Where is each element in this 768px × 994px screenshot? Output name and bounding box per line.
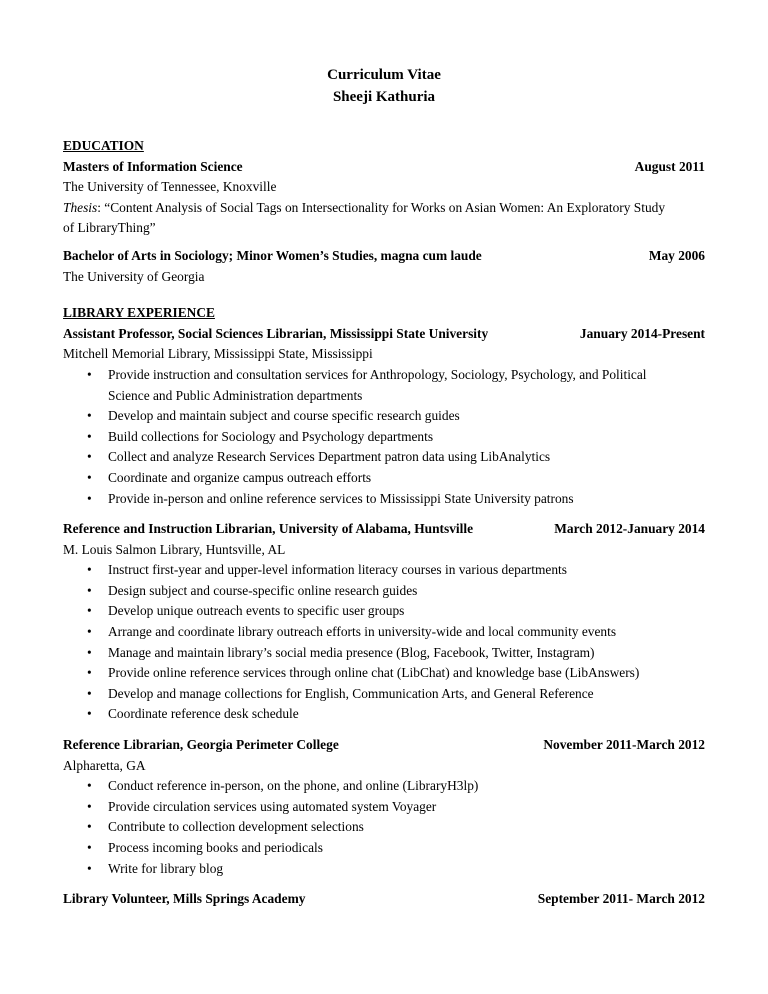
cv-content: [63, 136, 705, 910]
job-date: January 2014-Present: [579, 325, 705, 341]
list-item: • Instruct first-year and upper-level information literacy courses in various departments: [87, 562, 567, 578]
person-name: Sheeji Kathuria: [332, 89, 436, 105]
job-header: [63, 324, 705, 345]
degree-date: May 2006: [648, 247, 705, 263]
job-title: Reference and Instruction Librarian, University of Alabama, Huntsville: [63, 521, 474, 537]
list-item: • Write for library blog: [87, 860, 224, 876]
job-title: Library Volunteer, Mills Springs Academy: [63, 891, 306, 907]
job-header: [63, 735, 705, 756]
degree-title: Masters of Information Science: [63, 158, 243, 174]
job-duties-list: [63, 560, 705, 725]
school-name: The University of Georgia: [63, 268, 205, 284]
job-date: November 2011-March 2012: [543, 737, 705, 753]
list-item: • Arrange and coordinate library outreach efforts in university-wide and local community events: [87, 624, 617, 640]
education-entry-masters: [63, 157, 705, 178]
list-item: • Build collections for Sociology and Psychology departments: [87, 428, 434, 444]
document-title: Curriculum Vitae: [327, 67, 441, 83]
school-name: The University of Tennessee, Knoxville: [63, 179, 277, 195]
degree-title: Bachelor of Arts in Sociology; Minor Women’s Studies, magna cum laude: [63, 247, 482, 263]
list-item: • Provide instruction and consultation services for Anthropology, Sociology, Psychology, and Political Science and Public Administration departments: [87, 366, 647, 403]
education-entry-bachelor: [63, 246, 705, 267]
job-title: Assistant Professor, Social Sciences Librarian, Mississippi State University: [63, 325, 489, 341]
list-item: • Conduct reference in-person, on the phone, and online (LibraryH3lp): [87, 778, 479, 794]
list-item: • Develop and manage collections for English, Communication Arts, and General Reference: [87, 685, 594, 701]
list-item: • Coordinate and organize campus outreach efforts: [87, 469, 372, 485]
list-item: • Contribute to collection development selections: [87, 819, 364, 835]
job-header: [63, 889, 705, 910]
list-item: • Coordinate reference desk schedule: [87, 706, 299, 722]
list-item: • Provide online reference services through online chat (LibChat) and knowledge base (LibAnswers): [87, 665, 640, 681]
job-date: March 2012-January 2014: [554, 521, 705, 537]
job-title: Reference Librarian, Georgia Perimeter College: [63, 737, 339, 753]
list-item: • Provide circulation services using automated system Voyager: [87, 798, 437, 814]
degree-date: August 2011: [634, 158, 705, 174]
list-item: • Design subject and course-specific online research guides: [87, 582, 418, 598]
job-place: Alpharetta, GA: [63, 757, 146, 773]
list-item: • Process incoming books and periodicals: [87, 840, 323, 855]
list-item: • Manage and maintain library’s social media presence (Blog, Facebook, Twitter, Instagram): [87, 644, 595, 660]
thesis-line: [63, 198, 705, 219]
experience-heading: LIBRARY EXPERIENCE: [63, 305, 215, 321]
job-duties-list: [63, 776, 705, 879]
list-item: • Develop and maintain subject and course specific research guides: [87, 408, 460, 424]
list-item: • Provide in-person and online reference services to Mississippi State University patrons: [87, 490, 574, 506]
education-heading: EDUCATION: [63, 138, 144, 153]
thesis-text: : “Content Analysis of Social Tags on Intersectionality for Works on Asian Women: An Exploratory Study: [97, 199, 666, 215]
job-place: Mitchell Memorial Library, Mississippi State, Mississippi: [63, 346, 373, 362]
list-item: • Collect and analyze Research Services Department patron data using LibAnalytics: [87, 449, 551, 465]
job-duties-list: [63, 365, 705, 509]
job-header: [63, 519, 705, 540]
job-place: M. Louis Salmon Library, Huntsville, AL: [63, 541, 286, 557]
cv-header: [0, 64, 768, 108]
thesis-text-continued: of LibraryThing”: [63, 220, 156, 236]
thesis-label: Thesis: [63, 199, 98, 215]
list-item: • Develop unique outreach events to specific user groups: [87, 603, 405, 619]
job-date: September 2011- March 2012: [537, 891, 705, 907]
